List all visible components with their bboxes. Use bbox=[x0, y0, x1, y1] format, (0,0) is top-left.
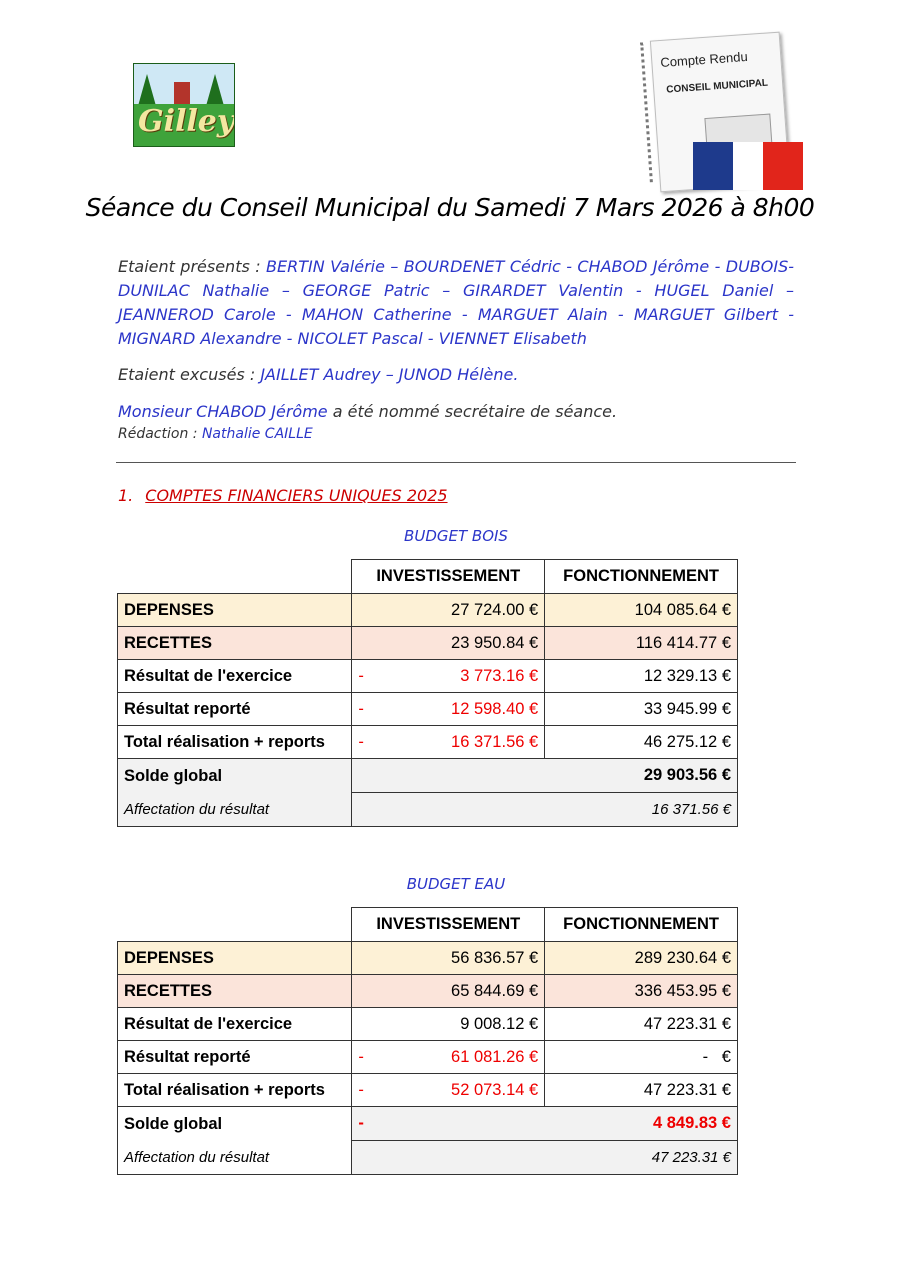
invest-value: 23 950.84 € bbox=[352, 627, 545, 660]
secretary-name: Monsieur CHABOD Jérôme bbox=[118, 402, 328, 421]
empty-header-cell bbox=[118, 560, 352, 594]
row-depenses bbox=[118, 942, 738, 975]
excused-label: Etaient excusés : bbox=[118, 365, 261, 384]
col-investissement: INVESTISSEMENT bbox=[352, 908, 545, 942]
col-fonctionnement: FONCTIONNEMENT bbox=[545, 908, 738, 942]
compte-rendu-badge bbox=[645, 30, 803, 192]
amount: 16 371.56 € bbox=[451, 733, 539, 751]
solde-value-cell bbox=[352, 1107, 738, 1141]
section-heading bbox=[118, 486, 448, 505]
present-paragraph bbox=[118, 255, 794, 351]
solde-label-cell bbox=[118, 759, 352, 827]
row-label: Résultat reporté bbox=[118, 1041, 352, 1074]
affectation-label: Affectation du résultat bbox=[124, 1149, 270, 1166]
row-label: DEPENSES bbox=[118, 594, 352, 627]
logo-church bbox=[174, 82, 190, 104]
row-label: RECETTES bbox=[118, 627, 352, 660]
budget-title: BUDGET BOIS bbox=[404, 527, 508, 545]
invest-value bbox=[352, 660, 545, 693]
affectation-value: 16 371.56 € bbox=[352, 793, 738, 827]
amount: 52 073.14 € bbox=[451, 1081, 539, 1099]
section-label: COMPTES FINANCIERS UNIQUES 2025 bbox=[145, 486, 448, 505]
row-label: Résultat de l'exercice bbox=[118, 1008, 352, 1041]
table-header-row bbox=[118, 908, 738, 942]
solde-value: 29 903.56 € bbox=[352, 759, 738, 793]
fonct-value: 116 414.77 € bbox=[545, 627, 738, 660]
row-resultat bbox=[118, 1008, 738, 1041]
budget-title: BUDGET EAU bbox=[406, 875, 506, 893]
affectation-label: Affectation du résultat bbox=[124, 801, 270, 818]
row-label: DEPENSES bbox=[118, 942, 352, 975]
row-solde-global bbox=[118, 1107, 738, 1141]
empty-header-cell bbox=[118, 908, 352, 942]
invest-value: 56 836.57 € bbox=[352, 942, 545, 975]
fonct-value: 47 223.31 € bbox=[545, 1074, 738, 1107]
row-depenses bbox=[118, 594, 738, 627]
redaction-label: Rédaction : bbox=[118, 426, 202, 442]
minus-sign: - bbox=[358, 699, 364, 718]
fonct-value: 46 275.12 € bbox=[545, 726, 738, 759]
secretary-text: a été nommé secrétaire de séance. bbox=[327, 402, 618, 421]
row-total bbox=[118, 1074, 738, 1107]
invest-value: 27 724.00 € bbox=[352, 594, 545, 627]
fonct-value: - € bbox=[545, 1041, 738, 1074]
row-solde-global bbox=[118, 759, 738, 793]
solde-value: 4 849.83 € bbox=[653, 1114, 731, 1132]
fonct-value: 33 945.99 € bbox=[545, 693, 738, 726]
badge-line2: CONSEIL MUNICIPAL bbox=[665, 77, 769, 96]
col-fonctionnement: FONCTIONNEMENT bbox=[545, 560, 738, 594]
section-number: 1. bbox=[118, 486, 134, 505]
redaction-name: Nathalie CAILLE bbox=[201, 426, 313, 442]
gilley-logo bbox=[133, 63, 235, 147]
row-recettes bbox=[118, 975, 738, 1008]
solde-label: Solde global bbox=[124, 767, 223, 785]
page-title: Séance du Conseil Municipal du Samedi 7 Mars 2026 à 8h00 bbox=[85, 193, 815, 222]
row-total bbox=[118, 726, 738, 759]
col-investissement: INVESTISSEMENT bbox=[352, 560, 545, 594]
secretary-paragraph bbox=[118, 400, 794, 424]
invest-value bbox=[352, 693, 545, 726]
invest-value bbox=[352, 726, 545, 759]
minus-sign: - bbox=[358, 1114, 364, 1132]
minus-sign: - bbox=[358, 733, 364, 751]
divider bbox=[116, 462, 796, 463]
invest-value bbox=[352, 1041, 545, 1074]
row-reporte bbox=[118, 693, 738, 726]
fonct-value: 289 230.64 € bbox=[545, 942, 738, 975]
redaction-paragraph bbox=[118, 424, 794, 444]
table-header-row bbox=[118, 560, 738, 594]
invest-value bbox=[352, 1074, 545, 1107]
minus-sign: - bbox=[358, 1047, 364, 1066]
budget-eau-table bbox=[117, 907, 738, 1175]
badge-line1: Compte Rendu bbox=[659, 48, 749, 71]
fonct-value: 47 223.31 € bbox=[545, 1008, 738, 1041]
row-label: Résultat de l'exercice bbox=[118, 660, 352, 693]
amount: 12 598.40 € bbox=[451, 699, 539, 718]
minus-sign: - bbox=[358, 666, 364, 685]
row-reporte bbox=[118, 1041, 738, 1074]
budget-bois-table bbox=[117, 559, 738, 827]
amount: 61 081.26 € bbox=[451, 1047, 539, 1066]
amount: 3 773.16 € bbox=[460, 666, 539, 685]
logo-text: Gilley bbox=[138, 104, 235, 139]
excused-paragraph bbox=[118, 363, 794, 387]
fonct-value: 12 329.13 € bbox=[545, 660, 738, 693]
row-label: Résultat reporté bbox=[118, 693, 352, 726]
fonct-value: 336 453.95 € bbox=[545, 975, 738, 1008]
solde-label-cell bbox=[118, 1107, 352, 1175]
present-names: BERTIN Valérie – BOURDENET Cédric - CHABOD Jérôme - DUBOIS-DUNILAC Nathalie – GEORGE Patric – GIRARDET Valentin - HUGEL Daniel – JEANNEROD Carole - MAHON Catherine - MARGUET Alain - MARGUET Gilbert - MIGNARD Alexandre - NICOLET Pascal - VIENNET Elisabeth bbox=[118, 257, 795, 348]
invest-value: 65 844.69 € bbox=[352, 975, 545, 1008]
affectation-value: 47 223.31 € bbox=[352, 1141, 738, 1175]
row-resultat bbox=[118, 660, 738, 693]
excused-names: JAILLET Audrey – JUNOD Hélène. bbox=[260, 365, 519, 384]
french-flag-icon bbox=[693, 142, 803, 190]
invest-value: 9 008.12 € bbox=[352, 1008, 545, 1041]
logo-tree bbox=[206, 74, 224, 106]
logo-tree bbox=[138, 74, 156, 106]
minus-sign: - bbox=[358, 1081, 364, 1099]
row-label: Total réalisation + reports bbox=[118, 726, 352, 759]
row-label: Total réalisation + reports bbox=[118, 1074, 352, 1107]
fonct-value: 104 085.64 € bbox=[545, 594, 738, 627]
row-label: RECETTES bbox=[118, 975, 352, 1008]
solde-label: Solde global bbox=[124, 1115, 223, 1133]
present-label: Etaient présents : bbox=[118, 257, 266, 276]
row-recettes bbox=[118, 627, 738, 660]
